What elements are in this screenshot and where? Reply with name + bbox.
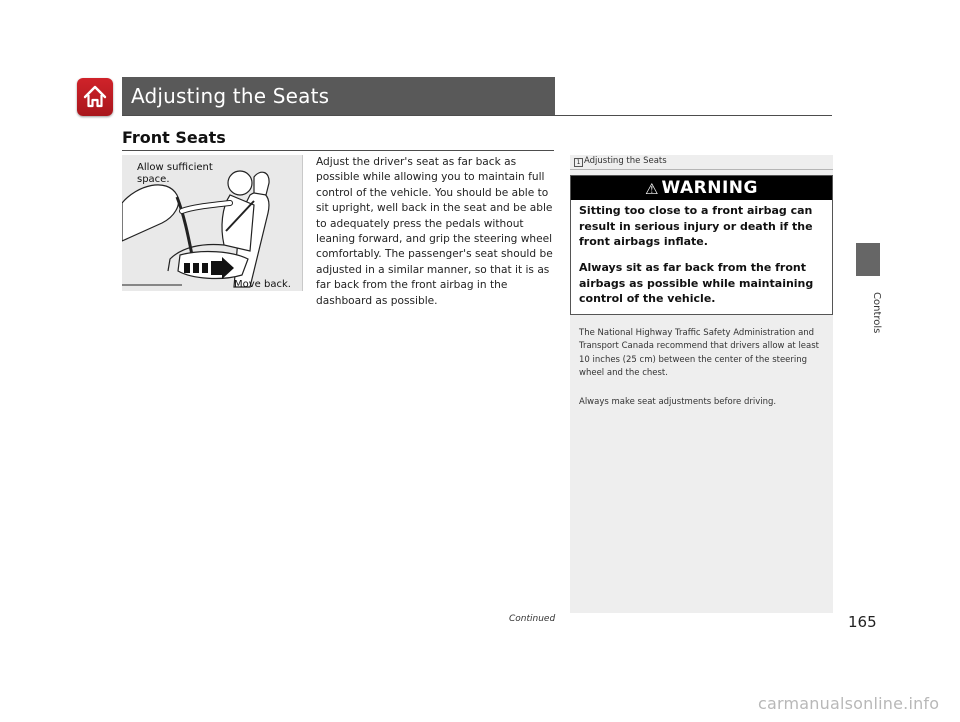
page-number: 165 [848,613,877,631]
illustration-label-move-back: Move back. [234,279,291,290]
note-heading-text: Adjusting the Seats [584,156,667,166]
body-paragraph: Adjust the driver's seat as far back as possible while allowing you to maintain full control of the vehicle. You should be able to sit upright, well back in the seat and be able to adequately press the pedals without leaning forward, and grip the steering wheel comfortably. The passenger's seat should be adjusted in a similar manner, so that it is as far back from the front airbag in the dashboard as possible. [316,156,553,307]
home-button[interactable] [77,78,113,116]
section-title: Front Seats [122,128,226,147]
continued-label: Continued [509,614,556,624]
note-paragraph-2: Always make seat adjustments before driving. [579,397,777,407]
warning-label: WARNING [661,178,758,198]
page-title: Adjusting the Seats [131,84,330,108]
note-paragraph-1: The National Highway Traffic Safety Administration and Transport Canada recommend that drivers allow at least 10 inches (25 cm) between the center of the steering wheel and the chest. [579,328,820,378]
note-heading [570,156,833,170]
warning-line-1: Sitting too close to a front airbag can result in serious injury or death if the front airbags inflate. [579,204,813,248]
section-tab-marker[interactable] [856,243,880,276]
title-divider [122,115,832,116]
warning-icon: ⚠ [645,180,659,198]
watermark: carmanualsonline.info [758,694,940,713]
illustration-label-space: Allow sufficient space. [137,162,213,185]
page-title-bar [122,77,555,115]
reference-icon: 1 [574,158,583,167]
section-divider [122,150,554,151]
home-icon [82,84,108,110]
warning-header [571,176,832,200]
section-tab-label: Controls [871,292,882,334]
warning-line-2: Always sit as far back from the front airbags as possible while maintaining control of the vehicle. [579,261,814,305]
